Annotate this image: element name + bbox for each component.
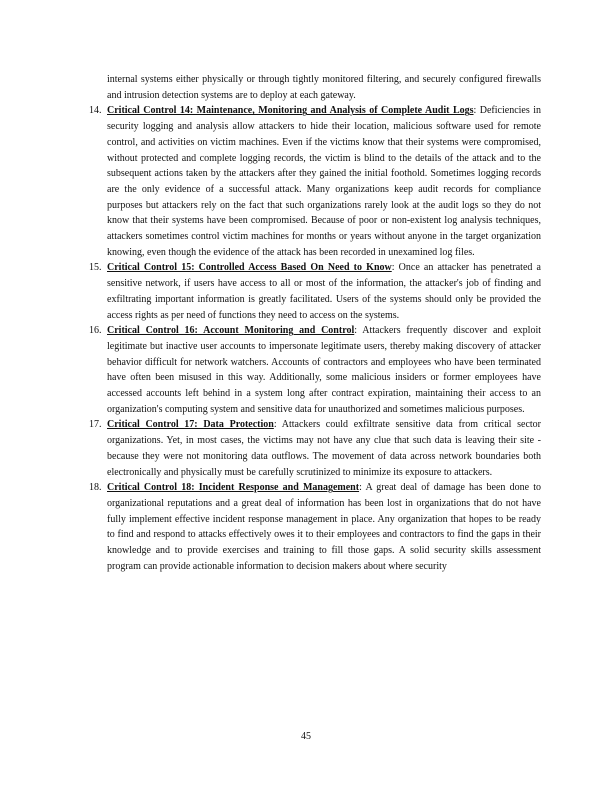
item-number: 15.	[89, 262, 102, 274]
critical-controls-list	[89, 103, 542, 574]
control-title: Critical Control 14: Maintenance, Monitoring and Analysis of Complete Audit Logs	[107, 105, 474, 117]
intro-paragraph: internal systems either physically or through tightly monitored filtering, and securely configured firewalls and intrusion detection systems are to deploy at each gateway.	[107, 74, 541, 101]
control-body: : Attackers could exfiltrate sensitive data from critical sector organizations. Yet, in most cases, the victims may not have any clue that such data is leaving their site - because they were not monitoring data outflows. The movement of data across network boundaries both electronically and physically must be carefully scrutinized to minimize its exposure to attackers.	[107, 419, 541, 478]
control-title: Critical Control 18: Incident Response and Management	[107, 482, 360, 494]
control-body: : A great deal of damage has been done to organizational reputations and a great deal of information has been lost in organizations that do not have fully implement effective incident response management in place. Any organization that hopes to be ready to find and respond to attacks effectively owes it to their employees and contractors to find the gaps in their knowledge and to provide exercises and training to fill those gaps. A solid security skills assessment program can provide actionable information to decision makers about where security	[107, 482, 541, 572]
item-number: 17.	[89, 419, 102, 431]
control-item-17	[89, 417, 541, 480]
control-body: : Once an attacker has penetrated a sensitive network, if users have access to all or most of the information, the attacker's job of finding and exfiltrating important information is greatly facilitated. Users of the systems should only be provided the access rights as per need of functions they need to access on the systems.	[107, 262, 541, 321]
control-item-15	[89, 260, 541, 323]
control-title: Critical Control 17: Data Protection	[107, 419, 274, 431]
control-body: : Attackers frequently discover and exploit legitimate but inactive user accounts to impersonate legitimate users, thereby making discovery of attacker behavior difficult for network watchers. Accounts of contractors and employees who have been terminated have often been misused in this way. Additionally, some malicious insiders or former employees have accessed accounts left behind in a system long after contract expiration, maintaining their access to an organization's computing system and sensitive data for unauthorized and sometimes malicious purposes.	[107, 325, 542, 415]
page-body	[89, 72, 542, 575]
control-title: Critical Control 15: Controlled Access Based On Need to Know	[107, 262, 392, 274]
control-body: : Deficiencies in security logging and analysis allow attackers to hide their location, malicious software used for remote control, and activities on victim machines. Even if the victims know that their systems were compromised, without protected and complete logging records, the victim is blind to the details of the attack and to the subsequent actions taken by the attackers after they gained the initial foothold. Sometimes logging records are the only evidence of a successful attack. Many organizations keep audit records for compliance purposes but attackers rely on the fact that such organizations rarely look at the audit logs so they do not know that their systems have been compromised. Because of poor or non-existent log analysis techniques, attackers sometimes control victim machines for months or years without anyone in the target organization knowing, even though the evidence of the attack has been recorded in unexamined log files.	[107, 105, 541, 258]
page-number: 45	[301, 731, 311, 742]
control-item-18	[89, 480, 541, 574]
item-number: 18.	[89, 482, 102, 494]
item-number: 14.	[89, 105, 102, 117]
control-title: Critical Control 16: Account Monitoring and Control	[107, 325, 355, 337]
control-item-14	[89, 103, 541, 260]
control-item-16	[89, 323, 542, 417]
item-number: 16.	[89, 325, 102, 337]
